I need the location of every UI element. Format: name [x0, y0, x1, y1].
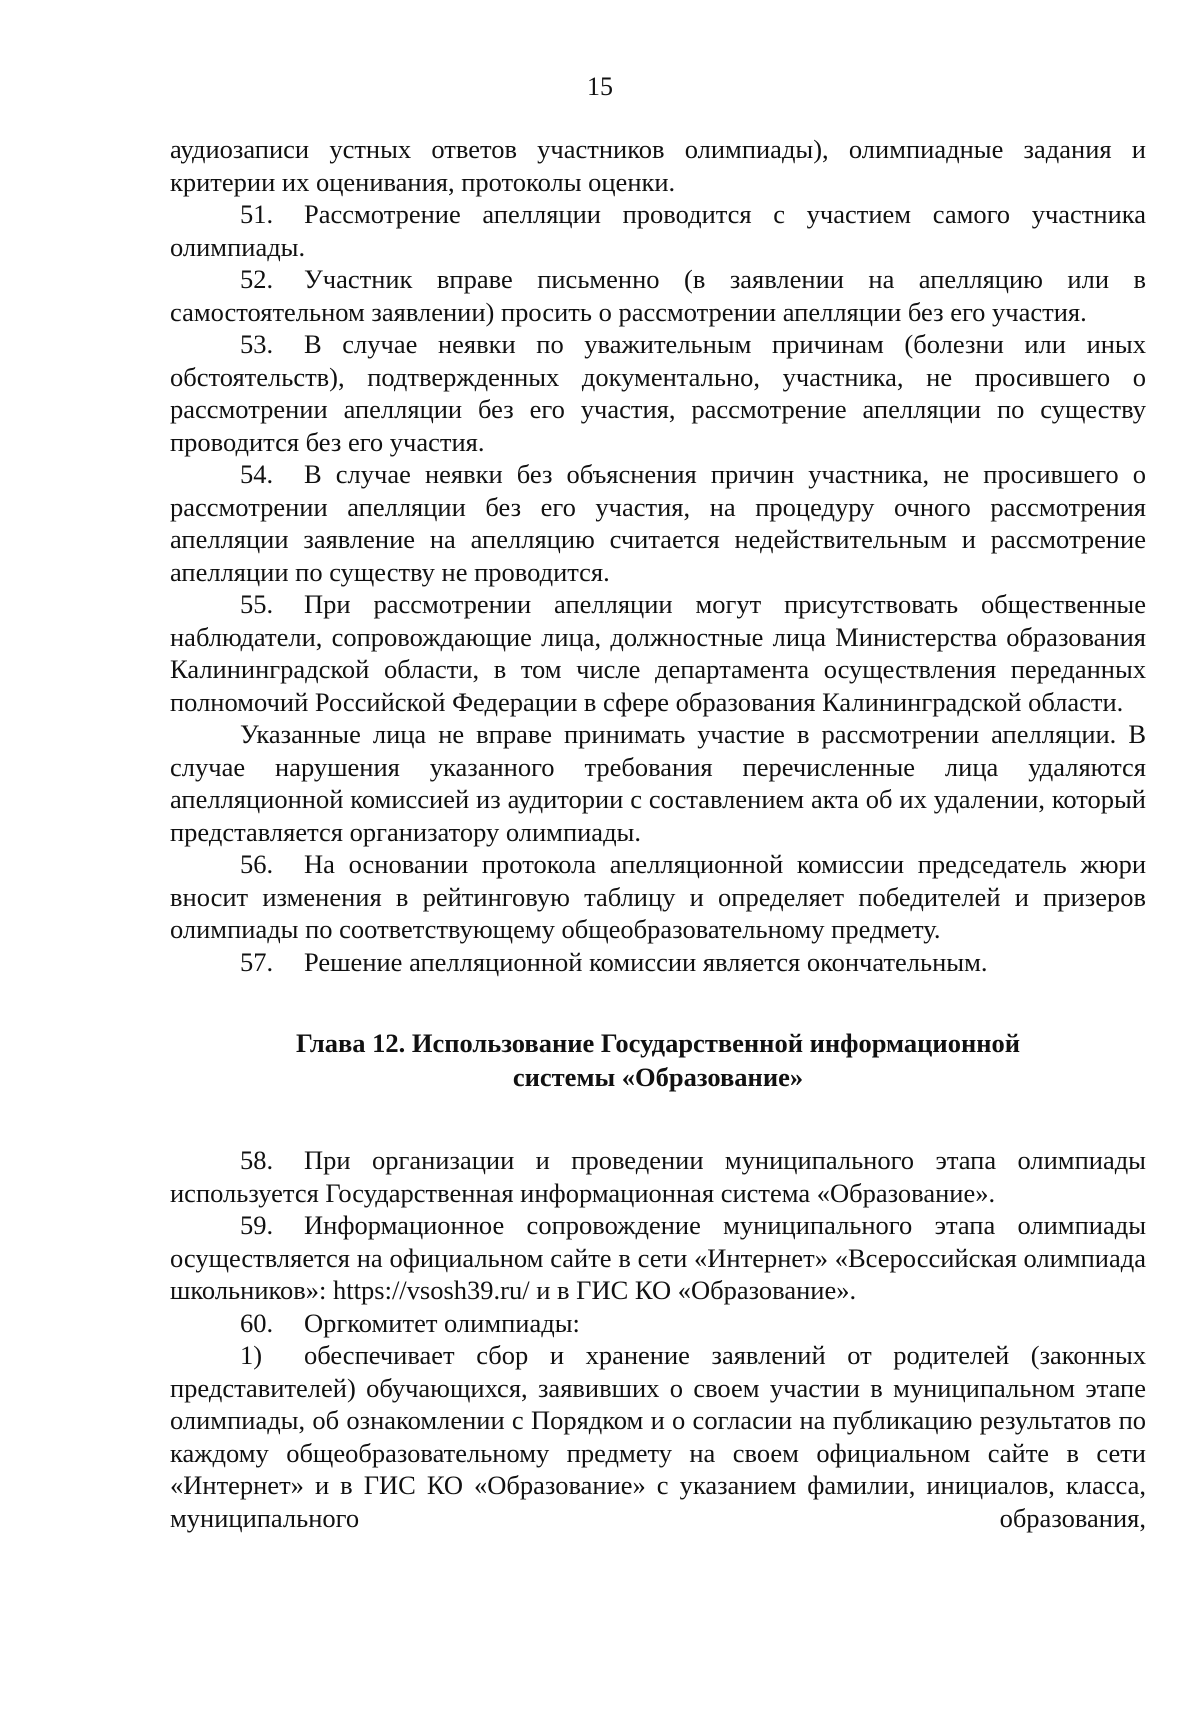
paragraphs-after-chapter: [170, 1144, 1146, 1534]
paragraph-text: Решение апелляционной комиссии является окончательным.: [304, 946, 988, 977]
paragraph-text: На основании протокола апелляционной комиссии председатель жюри вносит изменения в рейтинговую таблицу и определяет победителей и призеров олимпиады по соответствующему общеобразовательному предмету.: [170, 849, 1146, 944]
paragraph-number: 54.: [240, 459, 274, 489]
paragraph: [170, 458, 1146, 588]
paragraph-text: При организации и проведении муниципального этапа олимпиады используется Государственная информационная система «Образование».: [170, 1145, 1146, 1208]
paragraph-number: 55.: [240, 589, 274, 619]
chapter-heading-line-1: Глава 12. Использование Государственной информационной: [295, 1028, 1021, 1058]
paragraph-text: обеспечивает сбор и хранение заявлений от родителей (законных представителей) обучающихся, заявивших о своем участии в муниципальном этапе олимпиады, об ознакомлении с Порядком и о согласии на публикацию результатов по каждому общеобразовательному предмету на своем официальном сайте в сети «Интернет» и в ГИС КО «Образование» с указанием фамилии, инициалов, класса, муниципального образования,: [170, 1340, 1146, 1533]
page-number: 15: [587, 72, 613, 101]
paragraph-text: Указанные лица не вправе принимать участие в рассмотрении апелляции. В случае нарушения указанного требования перечисленные лица удаляются апелляционной комиссией из аудитории с составлением акта об их удалении, который представляется организатору олимпиады.: [170, 719, 1146, 847]
paragraph-text: В случае неявки по уважительным причинам (болезни или иных обстоятельств), подтвержденных документально, участника, не просившего о рассмотрении апелляции без его участия, рассмотрение апелляции по существу проводится без его участия.: [170, 329, 1146, 457]
document-body: [170, 133, 1146, 1534]
paragraph: [170, 1209, 1146, 1307]
paragraph-text: При рассмотрении апелляции могут присутствовать общественные наблюдатели, сопровождающие лица, должностные лица Министерства образования Калининградской области, в том числе департамента осуществления переданных полномочий Российской Федерации в сфере образования Калининградской области.: [170, 589, 1146, 717]
paragraph-number: 60.: [240, 1307, 274, 1338]
paragraph-text: В случае неявки без объяснения причин участника, не просившего о рассмотрении апелляции без его участия, на процедуру очного рассмотрения апелляции заявление на апелляцию считается недействительным и рассмотрение апелляции по существу не проводится.: [170, 459, 1146, 587]
paragraph-number: 57.: [240, 946, 274, 977]
paragraph-number: 59.: [240, 1210, 274, 1240]
paragraph: [170, 263, 1146, 328]
paragraph-number: 52.: [240, 264, 274, 294]
paragraph-number: 56.: [240, 849, 274, 879]
paragraph-text: аудиозаписи устных ответов участников олимпиады), олимпиадные задания и критерии их оценивания, протоколы оценки.: [170, 134, 1146, 197]
paragraph-number: 58.: [240, 1145, 274, 1175]
paragraph-text: Оргкомитет олимпиады:: [304, 1307, 580, 1338]
paragraph: [170, 946, 1146, 979]
chapter-heading: [170, 1026, 1146, 1094]
paragraph-text: Рассмотрение апелляции проводится с участием самого участника олимпиады.: [170, 199, 1146, 262]
paragraphs-before-chapter: [170, 133, 1146, 978]
paragraph-text: Информационное сопровождение муниципального этапа олимпиады осуществляется на официальном сайте в сети «Интернет» «Всероссийская олимпиада школьников»: https://vsosh39.ru/ и в ГИС КО «Образование».: [170, 1210, 1146, 1305]
paragraph: [170, 718, 1146, 848]
paragraph: [170, 848, 1146, 946]
paragraph-number: 53.: [240, 329, 274, 359]
paragraph-text: Участник вправе письменно (в заявлении на апелляцию или в самостоятельном заявлении) просить о рассмотрении апелляции без его участия.: [170, 264, 1146, 327]
chapter-heading-line-2: системы «Образование»: [512, 1062, 804, 1092]
paragraph: [170, 1144, 1146, 1209]
paragraph: [170, 1339, 1146, 1534]
paragraph: [170, 328, 1146, 458]
paragraph-number: 51.: [240, 199, 274, 229]
paragraph-number: 1): [240, 1340, 263, 1370]
paragraph: [170, 133, 1146, 198]
paragraph: [170, 1307, 1146, 1340]
paragraph: [170, 588, 1146, 718]
paragraph: [170, 198, 1146, 263]
